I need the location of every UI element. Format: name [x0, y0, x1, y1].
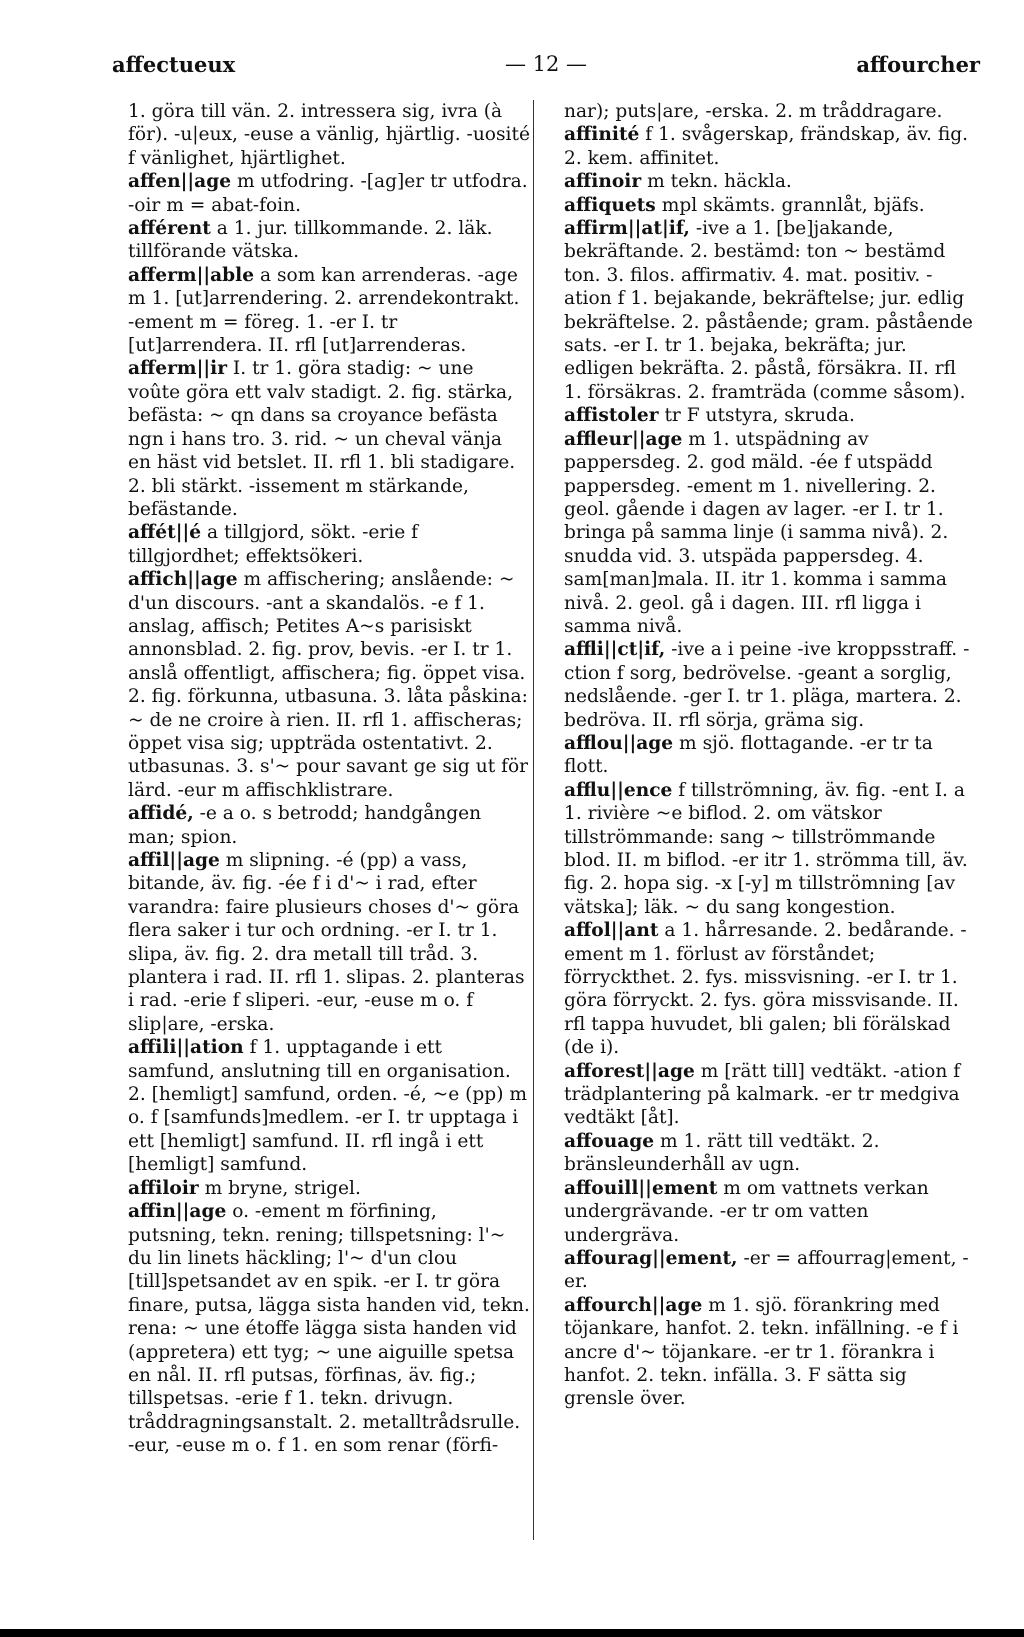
- dictionary-entry: affirm||at|if, -ive a 1. [be]jakande, bekräftande. 2. bestämd: ton ~ bestämd ton. 3. filos. affirmativ. 4. mat. positiv. -ation f 1. bejakande, bekräftelse; jur. edlig bekräftelse. 2. påstående; gram. påstående sats. -er I. tr 1. bejaka, bekräfta; jur. edligen bekräfta. 2. påstå, försäkra. II. rfl 1. försäkras. 2. framträda (comme såsom).: [564, 218, 973, 403]
- dictionary-entry: affouage m 1. rätt till vedtäkt. 2. bränsleunderhåll av ugn.: [564, 1130, 880, 1176]
- scan-border: [0, 1629, 1024, 1637]
- dictionary-entry: affin||age o. -ement m förfining, putsning, tekn. rening; tillspetsning: l'~ du lin linets häckling; l'~ d'un clou [till]spetsandet av en spik. -er I. tr göra finare, putsa, lägga sista handen vid, tekn. rena: ~ une étoffe lägga sista handen vid (appretera) ett tyg; ~ une aiguille spetsa en nål. II. rfl putsas, förfinas, äv. fig.; tillspetsas. -erie f 1. tekn. drivugn. tråddragningsanstalt. 2. metalltrådsrulle. -eur, -euse m o. f 1. en som renar (förfi-: [128, 1201, 530, 1457]
- dictionary-entry: affen||age m utfodring. -[ag]er tr utfodra. -oir m = abat-foin.: [128, 171, 528, 216]
- dictionary-entry: afferm||ir I. tr 1. göra stadig: ~ une voûte göra ett valv stadigt. 2. fig. stärka, befästa: ~ qn dans sa croyance befästa ngn i hans tro. 3. rid. ~ un cheval vänja en häst vid betslet. II. rfl 1. bli stadigare. 2. bli stärkt. -issement m stärkande, befästande.: [128, 358, 516, 520]
- dictionary-entry: affili||ation f 1. upptagande i ett samfund, anslutning till en organisation. 2. [hemligt] samfund, orden. -é, ~e (pp) m o. f [samfunds]medlem. -er I. tr upptaga i ett [hemligt] samfund. II. rfl ingå i ett [hemligt] samfund.: [128, 1037, 528, 1176]
- dictionary-entry: affleur||age m 1. utspädning av pappersdeg. 2. god mäld. -ée f utspädd pappersdeg. -ement m 1. nivellering. 2. geol. gående i dagen av lager. -er I. tr 1. bringa på samma linje (i samma nivå). 2. snudda vid. 3. utspäda pappersdeg. 4. sam[man]mala. II. itr 1. komma i samma nivå. 2. geol. gå i dagen. III. rfl ligga i samma nivå.: [564, 428, 949, 637]
- dictionary-entry: 1. göra till vän. 2. intressera sig, ivra (à för). -u|eux, -euse a vänlig, hjärtlig. -uosité f vänlighet, hjärtlighet.: [128, 101, 530, 169]
- dictionary-entry: affét||é a tillgjord, sökt. -erie f tillgjordhet; effektsökeri.: [128, 522, 418, 567]
- left-column: [112, 100, 530, 1458]
- dictionary-entry: afflu||ence f tillströmning, äv. fig. -ent I. a 1. rivière ~e biflod. 2. om vätskor tillströmmande: sang ~ tillströmmande blod. II. m biflod. -er itr 1. strömma till, äv. fig. 2. hopa sig. -x [-y] m tillströmning [av vätska]; läk. ~ du sang kongestion.: [564, 779, 968, 918]
- dictionary-entry: nar); puts|are, -erska. 2. m tråddragare.: [564, 101, 943, 122]
- page-number: — 12 —: [504, 52, 588, 76]
- dictionary-entry: affol||ant a 1. hårresande. 2. bedårande. -ement m 1. förlust av förståndet; förryckthet. 2. fys. missvisning. -er I. tr 1. göra förryckt. 2. fys. göra missvisande. II. rfl tappa huvudet, bli galen; bli förälskad (de i).: [564, 920, 967, 1059]
- dictionary-entry: affiloir m bryne, strigel.: [128, 1177, 361, 1199]
- page-header: [112, 52, 980, 92]
- dictionary-entry: affinité f 1. svågerskap, frändskap, äv. fig. 2. kem. affinitet.: [564, 124, 969, 169]
- dictionary-entry: affouill||ement m om vattnets verkan undergrävande. -er tr om vatten undergräva.: [564, 1177, 929, 1246]
- dictionary-entry: affli||ct|if, -ive a i peine -ive kroppsstraff. -ction f sorg, bedrövelse. -geant a sorglig, nedslående. -ger I. tr 1. pläga, martera. 2. bedröva. II. rfl sörja, gräma sig.: [564, 639, 970, 731]
- dictionary-entry: affourch||age m 1. sjö. förankring med töjankare, hanfot. 2. tekn. infällning. -e f i ancre d'~ töjankare. -er tr 1. förankra i hanfot. 2. tekn. infälla. 3. F sätta sig grensle över.: [564, 1294, 959, 1410]
- dictionary-entry: affich||age m affischering; anslående: ~ d'un discours. -ant a skandalös. -e f 1. anslag, affisch; Petites A~s parisiskt annonsblad. 2. fig. prov, bevis. -er I. tr 1. anslå offentligt, affischera; fig. öppet visa. 2. fig. förkunna, utbasuna. 3. låta påskina: ~ de ne croire à rien. II. rfl 1. affischeras; öppet visa sig; uppträda ostentativt. 2. utbasunas. 3. s'~ pour savant ge sig ut för lärd. -eur m affischklistrare.: [128, 569, 529, 801]
- dictionary-entry: affistoler tr F utstyra, skruda.: [564, 405, 855, 427]
- dictionary-entry: affourag||ement, -er = affourrag|ement, -er.: [564, 1247, 969, 1293]
- dictionary-entry: affinoir m tekn. häckla.: [564, 171, 792, 193]
- dictionary-entry: affil||age m slipning. -é (pp) a vass, bitande, äv. fig. -ée f i d'~ i rad, efter varandra: faire plusieurs choses d'~ göra flera saker i tur och ordning. -er I. tr 1. slipa, äv. fig. 2. dra metall till tråd. 3. plantera i rad. II. rfl 1. slipas. 2. planteras i rad. -erie f sliperi. -eur, -euse m o. f slip|are, -erska.: [128, 850, 525, 1035]
- dictionary-entry: afférent a 1. jur. tillkommande. 2. läk. tillförande vätska.: [128, 218, 493, 263]
- dictionary-entry: affidé, -e a o. s betrodd; handgången man; spion.: [128, 803, 482, 848]
- right-column: [548, 100, 978, 1411]
- dictionary-entry: afflou||age m sjö. flottagande. -er tr ta flott.: [564, 732, 933, 778]
- dictionary-entry: afferm||able a som kan arrenderas. -age m 1. [ut]arrendering. 2. arrendekontrakt. -ement m = föreg. 1. -er I. tr [ut]arrendera. II. rfl [ut]arrenderas.: [128, 264, 520, 357]
- header-last-word: affourcher: [856, 52, 980, 77]
- dictionary-entry: afforest||age m [rätt till] vedtäkt. -ation f trädplantering på kalmark. -er tr medgiva vedtäkt [åt].: [564, 1060, 961, 1129]
- header-first-word: affectueux: [112, 52, 236, 77]
- dictionary-entry: affiquets mpl skämts. grannlåt, bjäfs.: [564, 194, 925, 216]
- column-divider: [533, 100, 534, 1540]
